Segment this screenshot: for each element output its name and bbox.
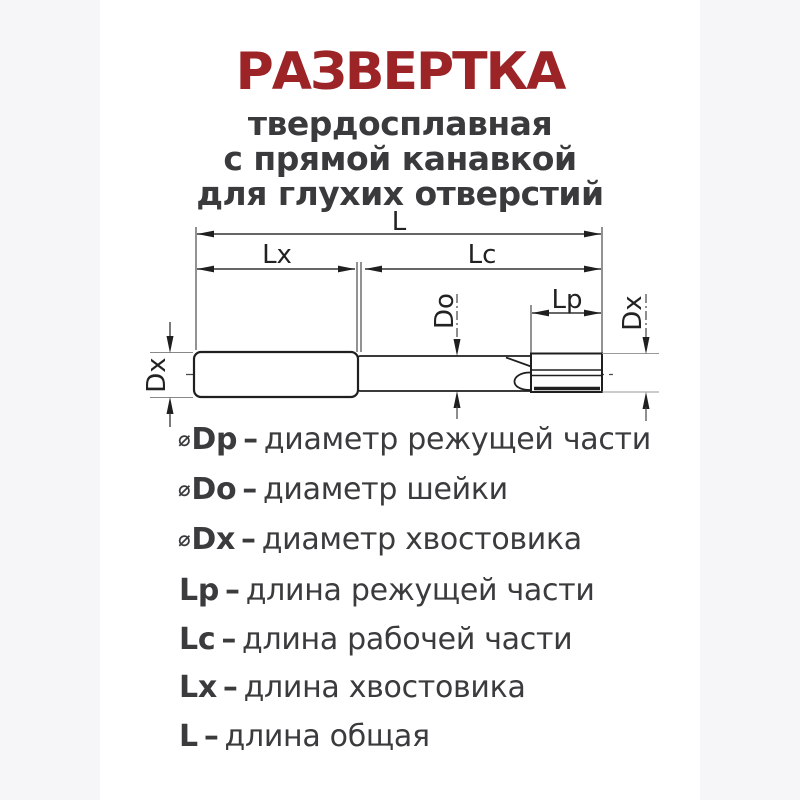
- page-title: РАЗВЕРТКА: [235, 42, 565, 102]
- reamer-shank: [194, 352, 358, 397]
- legend-separator: –: [241, 522, 256, 557]
- legend-description: диаметр шейки: [262, 472, 508, 507]
- legend-description: диаметр хвостовика: [261, 522, 582, 557]
- subtitle-line: твердосплавная: [247, 104, 553, 143]
- legend-description: длина режущей части: [245, 573, 595, 608]
- legend-description: диаметр режущей части: [263, 422, 651, 457]
- legend-separator: –: [225, 573, 240, 608]
- legend-row: [178, 521, 582, 559]
- legend-separator: –: [243, 422, 258, 457]
- dimension-total-length: [197, 207, 601, 237]
- legend-separator: –: [221, 622, 237, 657]
- dimension-work-length: [365, 240, 601, 272]
- legend-code: L: [179, 719, 198, 754]
- legend-description: длина рабочей части: [242, 622, 573, 657]
- dimension-label-lx: Lx: [262, 240, 292, 270]
- dimension-label-do: Do: [430, 293, 460, 329]
- legend-description: длина общая: [224, 719, 430, 754]
- legend-row: [178, 572, 595, 610]
- legend-code: Lx: [179, 670, 217, 705]
- legend-code: Lp: [179, 573, 219, 608]
- reamer-cutting-part: [531, 354, 602, 393]
- dimension-label-dx-right: Dx: [618, 295, 648, 331]
- legend-code: ⌀Dp: [178, 422, 238, 457]
- legend-row: [178, 669, 526, 707]
- legend-separator: –: [222, 670, 238, 705]
- legend-row: [178, 471, 508, 509]
- subtitle-line: с прямой канавкой: [223, 139, 577, 178]
- diameter-symbol: ⌀: [178, 477, 191, 501]
- legend-row: [178, 718, 430, 756]
- diameter-symbol: ⌀: [178, 427, 191, 451]
- dimension-label-l: L: [391, 207, 407, 237]
- legend-code: Lc: [179, 622, 216, 657]
- dimension-cut-length: [532, 285, 601, 316]
- dimension-shank-diameter: [142, 322, 174, 427]
- legend-description: длина хвостовика: [243, 670, 526, 705]
- legend-code: ⌀Do: [178, 472, 237, 507]
- extension-lines: [196, 227, 602, 353]
- subtitle-line: для глухих отверстий: [196, 174, 604, 213]
- dimension-cut-diameter: [618, 294, 650, 421]
- dimension-label-lp: Lp: [551, 285, 583, 315]
- legend-separator: –: [242, 472, 257, 507]
- dimension-shank-length: [197, 240, 355, 272]
- diameter-symbol: ⌀: [178, 527, 191, 551]
- legend-row: [178, 421, 651, 459]
- legend-separator: –: [203, 719, 219, 754]
- legend-code: ⌀Dx: [178, 522, 235, 557]
- dimension-label-dx-left: Dx: [142, 357, 172, 393]
- dimension-label-lc: Lc: [467, 240, 497, 270]
- legend-row: [178, 621, 572, 659]
